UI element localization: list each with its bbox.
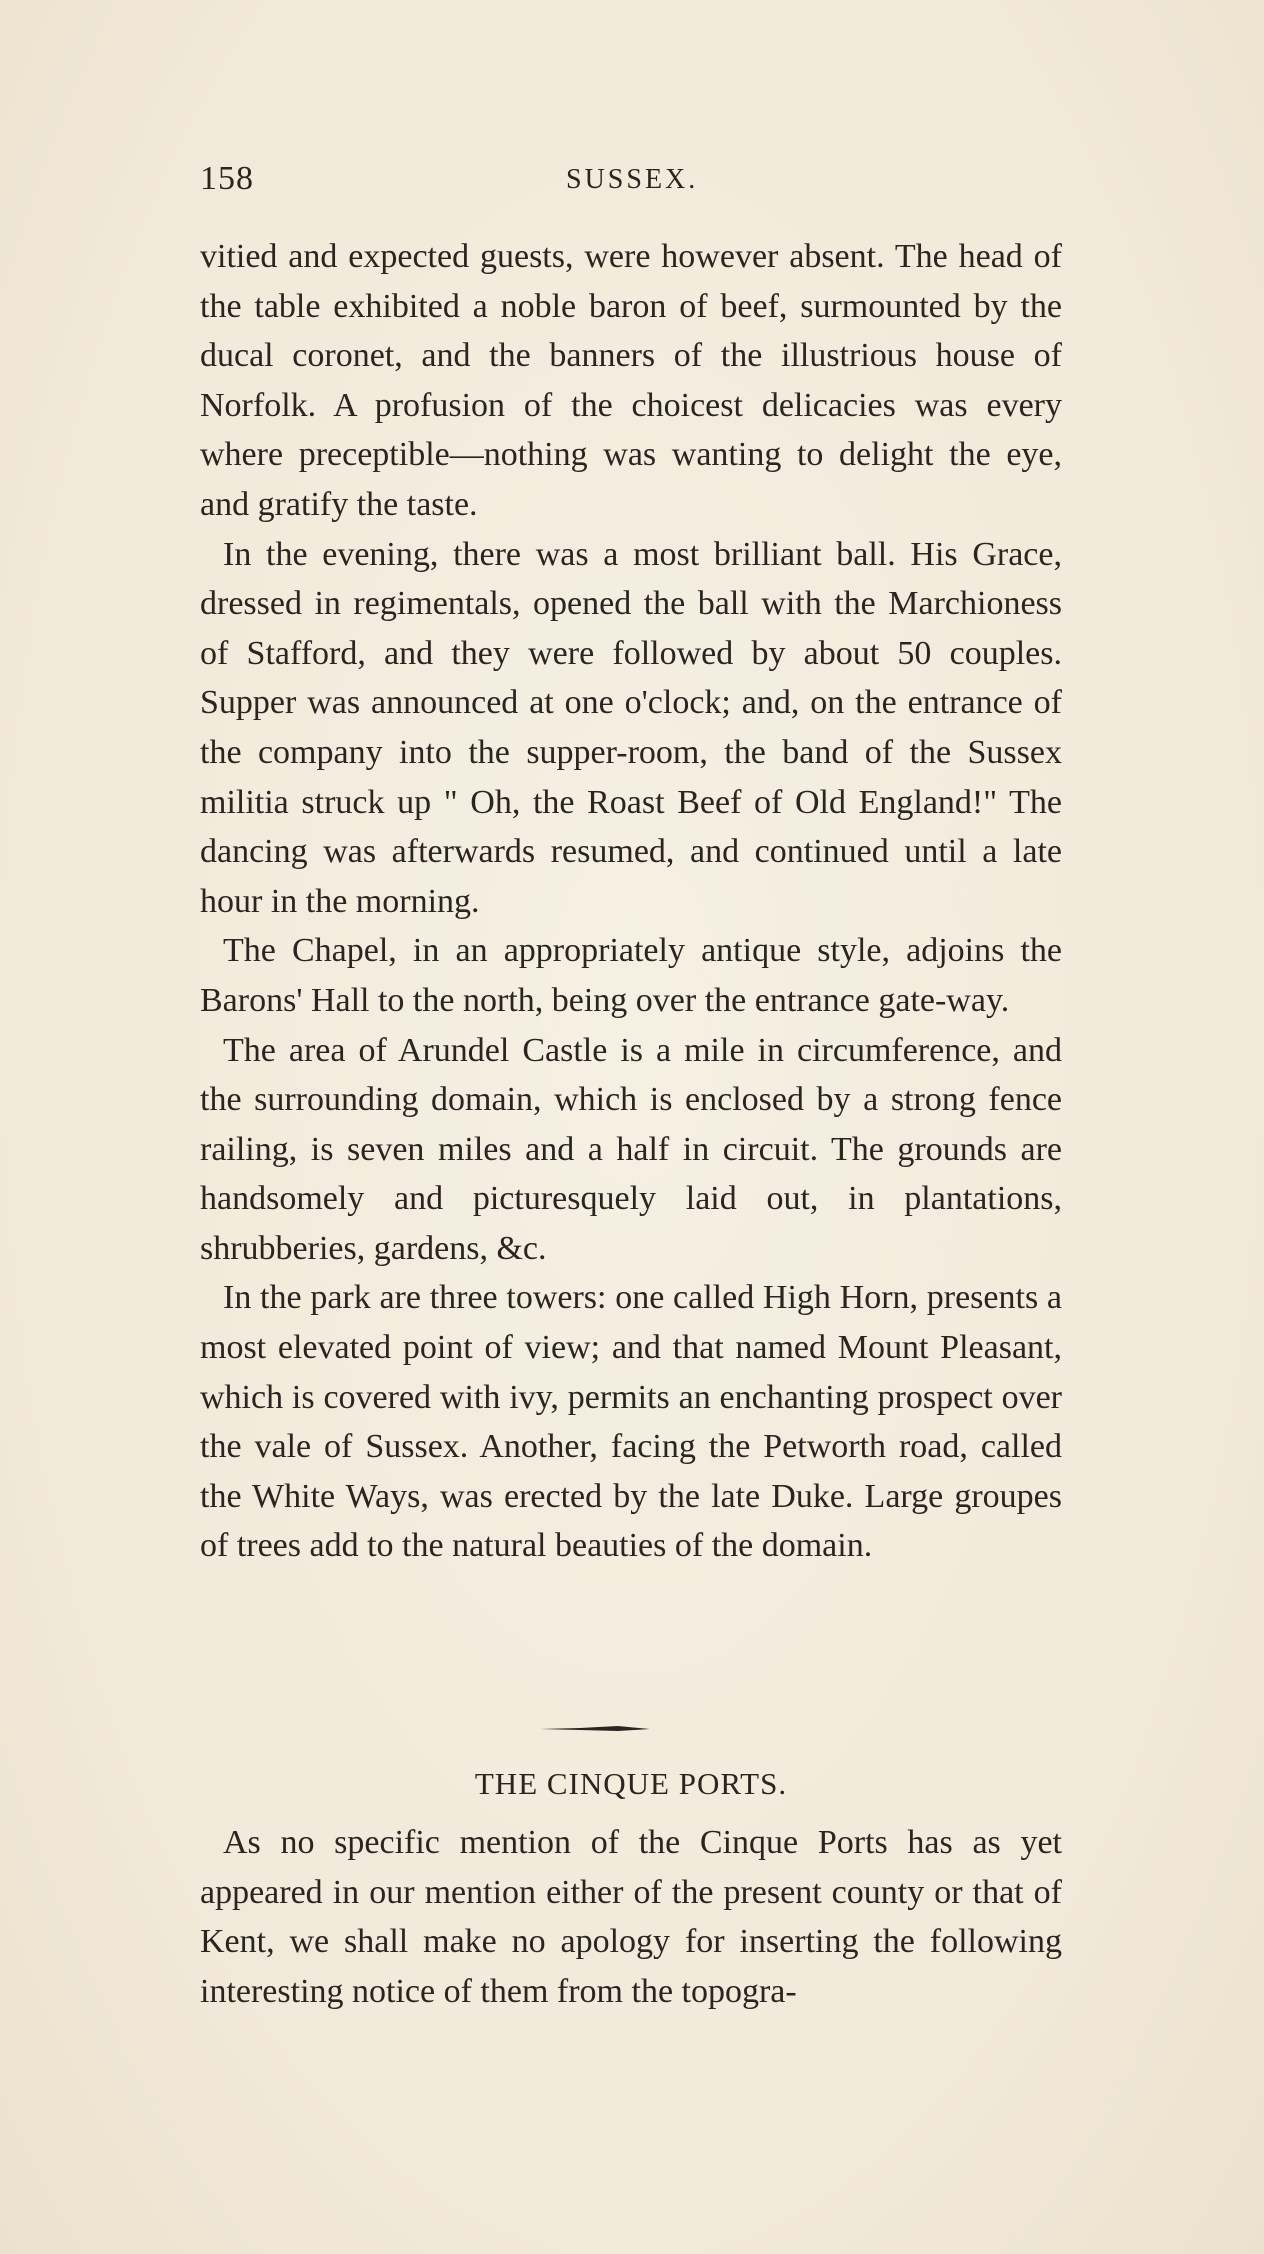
section-heading: THE CINQUE PORTS. bbox=[474, 1766, 788, 1801]
paragraph-castle-area: The area of Arundel Castle is a mile in circumference, and the surrounding domain, which is enclosed by a strong fence railing, is seven miles and a half in circuit. The grounds are handsomely and picturesquely laid out, in plantations, shrubberies, gardens, &c. bbox=[200, 1031, 1062, 1267]
paragraph-park-towers: In the park are three towers: one called High Horn, presents a most elevated point of view; and that named Mount Pleasant, which is covered with ivy, permits an enchanting prospect over the vale of Sussex. Another, facing the Petworth road, called the White Ways, was erected by the late Duke. Large groupes of trees add to the natural beauties of the domain. bbox=[200, 1279, 1062, 1565]
paragraph-evening-ball: In the evening, there was a most brilliant ball. His Grace, dressed in regimentals, opened the ball with the Marchioness of Stafford, and they were followed by about 50 couples. Supper was announced at one o'clock; and, on the entrance of the company into the supper-room, the band of the Sussex militia struck up " Oh, the Roast Beef of Old England!" The dancing was afterwards resumed, and continued until a late hour in the morning. bbox=[200, 535, 1062, 920]
page-number: 158 bbox=[200, 160, 254, 197]
running-head bbox=[200, 160, 1100, 208]
body-text bbox=[200, 232, 1062, 1571]
paragraph-baron-of-beef: vitied and expected guests, were however absent. The head of the table exhibited a noble baron of beef, surmounted by the ducal coronet, and the banners of the illustrious house of Norfolk. A profusion of the choicest delicacies was every where preceptible—nothing was wanting to delight the eye, and gratify the taste. bbox=[200, 238, 1062, 523]
running-title: SUSSEX. bbox=[566, 164, 699, 195]
section-divider-rule bbox=[540, 1721, 650, 1735]
paragraph-chapel: The Chapel, in an appropriately antique style, adjoins the Barons' Hall to the north, being over the entrance gate-way. bbox=[200, 932, 1062, 1019]
cinque-ports-block bbox=[200, 1818, 1062, 2016]
paragraph-cinque-ports: As no specific mention of the Cinque Ports has as yet appeared in our mention either of the present county or that of Kent, we shall make no apology for inserting the following interesting notice of them from the topogra- bbox=[200, 1824, 1062, 2010]
